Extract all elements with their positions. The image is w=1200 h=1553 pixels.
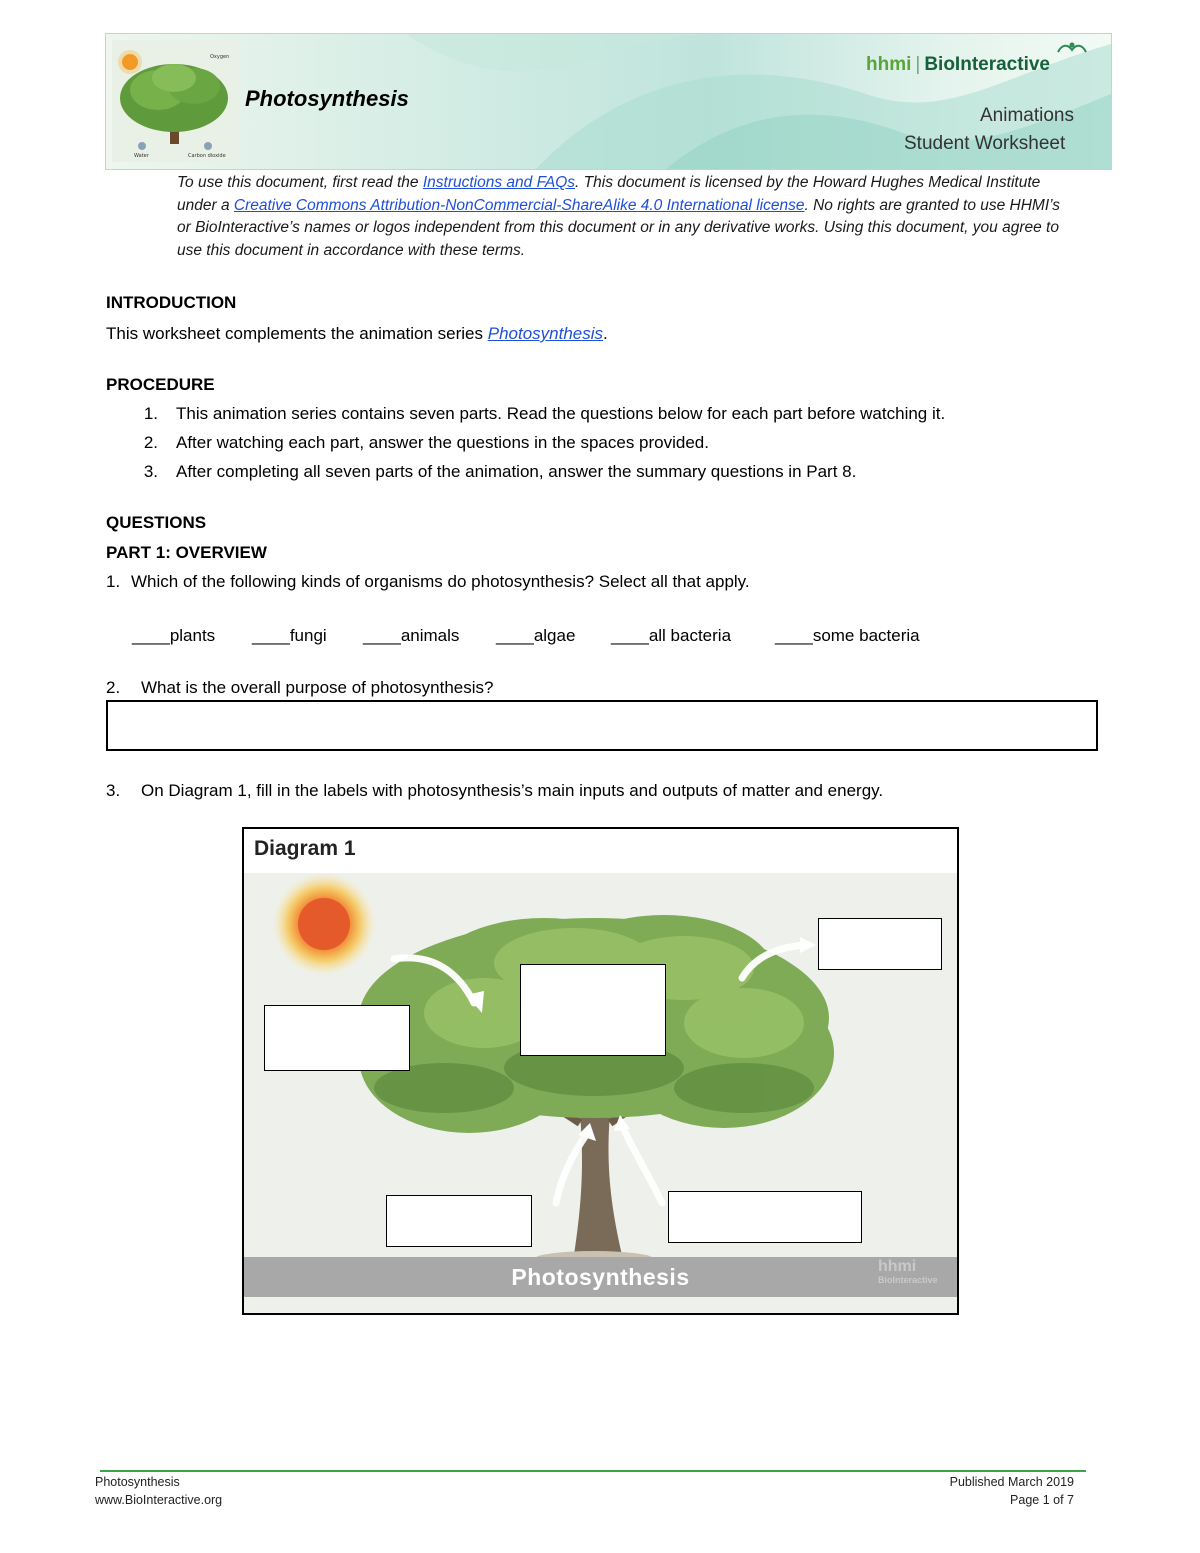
- license-text-3: . No rights are granted to use HHMI’s or BioInteractive’s names or logos independent from this document or in any derivative works. Using this document, you agree to use this document in accordance with these terms.: [177, 196, 1061, 259]
- procedure-item: After completing all seven parts of the animation, answer the summary questions in Part 8.: [176, 462, 857, 481]
- question-3-text: On Diagram 1, fill in the labels with photosynthesis’s main inputs and outputs of matter and energy.: [141, 781, 884, 800]
- question-1-number: 1.: [106, 572, 121, 591]
- option-algae[interactable]: ____algae: [496, 626, 576, 645]
- procedure-item-number: 1.: [143, 404, 158, 423]
- procedure-heading: PROCEDURE: [106, 375, 215, 394]
- option-plants[interactable]: ____plants: [132, 626, 216, 645]
- introduction-heading: INTRODUCTION: [106, 293, 237, 312]
- footer-published-date: Published March 2019: [949, 1475, 1074, 1489]
- thumb-label-co2: Carbon dioxide: [188, 153, 226, 159]
- thumb-label-water: Water: [134, 153, 149, 159]
- part1-heading: PART 1: OVERVIEW: [106, 543, 267, 562]
- intro-text-before: This worksheet complements the animation series: [106, 324, 488, 343]
- logo-hhmi: hhmi: [866, 54, 912, 75]
- footer-website[interactable]: www.BioInteractive.org: [95, 1493, 223, 1507]
- label-box-bottom-left[interactable]: [386, 1195, 532, 1247]
- footer-title: Photosynthesis: [95, 1475, 180, 1489]
- creative-commons-license-link[interactable]: Creative Commons Attribution-NonCommercial-ShareAlike 4.0 International license: [233, 196, 805, 214]
- label-box-top-right[interactable]: [818, 918, 942, 970]
- tagline-student-worksheet: Student Worksheet: [904, 133, 1066, 154]
- questions-heading: QUESTIONS: [106, 513, 207, 532]
- question-2-number: 2.: [106, 678, 121, 697]
- header-thumbnail-image: [112, 40, 240, 162]
- purpose-answer-box[interactable]: [106, 700, 1098, 751]
- watermark-hhmi: hhmi: [878, 1258, 917, 1275]
- watermark-biointeractive: BioInteractive: [878, 1275, 938, 1285]
- label-box-bottom-right[interactable]: [668, 1191, 862, 1243]
- diagram-caption: Photosynthesis: [511, 1264, 690, 1290]
- procedure-item: This animation series contains seven parts. Read the questions below for each part before watching it.: [176, 404, 946, 423]
- logo-figure-icon: [1054, 40, 1090, 56]
- license-text-2: . This document is licensed by the Howard Hughes Medical Institute under a: [177, 174, 1041, 214]
- label-box-center[interactable]: [520, 964, 666, 1056]
- license-text-1: To use this document, first read the: [177, 174, 423, 191]
- procedure-item-number: 2.: [143, 433, 158, 452]
- diagram-title: Diagram 1: [254, 837, 356, 860]
- page-title: Photosynthesis: [245, 86, 409, 111]
- introduction-text: [106, 324, 608, 344]
- procedure-item-number: 3.: [143, 462, 158, 481]
- hhmi-biointeractive-logo: [866, 54, 1050, 76]
- footer-page-number: Page 1 of 7: [1010, 1493, 1074, 1507]
- question-1-text: Which of the following kinds of organisms do photosynthesis? Select all that apply.: [131, 572, 750, 591]
- option-animals[interactable]: ____animals: [363, 626, 460, 645]
- diagram-1: [242, 827, 959, 1315]
- photosynthesis-series-link[interactable]: Photosynthesis: [487, 324, 604, 343]
- option-some-bacteria[interactable]: ____some bacteria: [775, 626, 920, 645]
- question-3-number: 3.: [106, 781, 121, 800]
- option-all-bacteria[interactable]: ____all bacteria: [611, 626, 732, 645]
- intro-text-after: .: [603, 324, 608, 343]
- option-fungi[interactable]: ____fungi: [252, 626, 327, 645]
- logo-biointeractive: BioInteractive: [924, 54, 1050, 75]
- question-2-text: What is the overall purpose of photosynthesis?: [141, 678, 494, 697]
- instructions-faqs-link[interactable]: Instructions and FAQs: [422, 174, 576, 191]
- footer-divider: [100, 1470, 1086, 1472]
- tagline-animations: Animations: [980, 105, 1074, 126]
- license-notice: [177, 172, 1077, 262]
- label-box-left[interactable]: [264, 1005, 410, 1071]
- logo-separator: |: [915, 54, 921, 75]
- thumb-label-top: Oxygen: [210, 54, 230, 60]
- diagram-watermark: [878, 1259, 938, 1285]
- procedure-item: After watching each part, answer the questions in the spaces provided.: [176, 433, 709, 452]
